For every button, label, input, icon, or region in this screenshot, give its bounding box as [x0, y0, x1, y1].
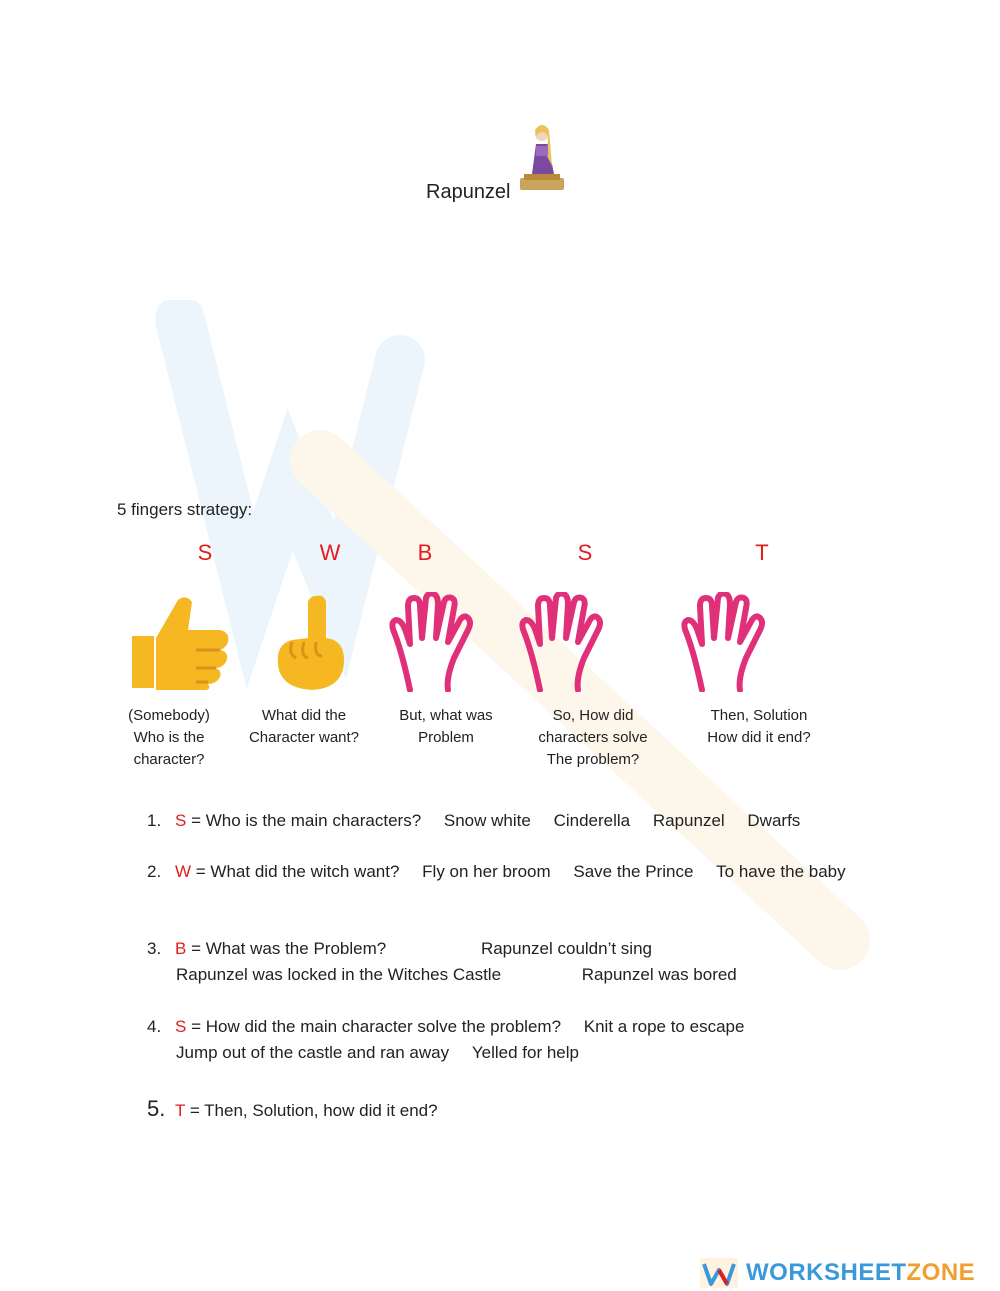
- question-4: 4. S = How did the main character solve the problem? Knit a rope to escape: [147, 1017, 745, 1036]
- caption-end: Then, Solution How did it end?: [707, 707, 811, 746]
- worksheetzone-logo: [700, 1258, 975, 1288]
- answer-option[interactable]: Rapunzel was bored: [581, 965, 737, 984]
- answer-option[interactable]: Rapunzel couldn’t sing: [480, 939, 652, 958]
- answer-option[interactable]: Knit a rope to escape: [583, 1017, 745, 1036]
- index-finger-up-icon: [258, 592, 368, 692]
- letter-t: T: [755, 540, 769, 565]
- answer-option[interactable]: To have the baby: [716, 862, 846, 881]
- caption-want: What did the Character want?: [248, 707, 360, 746]
- thumbs-up-icon: [126, 592, 236, 692]
- question-5: 5. T = Then, Solution, how did it end?: [147, 1096, 438, 1121]
- open-hand-icon: [510, 592, 620, 692]
- worksheetzone-wordmark: WORKSHEETZONE: [746, 1259, 976, 1286]
- question-2: 2. W = What did the witch want? Fly on her broom Save the Prince To have the baby: [147, 862, 846, 881]
- open-hand-icon: [672, 592, 782, 692]
- answer-option[interactable]: Jump out of the castle and ran away: [176, 1043, 450, 1062]
- letter-s-2: S: [577, 540, 593, 565]
- worksheetzone-w-icon: [700, 1258, 738, 1288]
- strategy-heading: 5 fingers strategy:: [117, 500, 253, 519]
- answer-option[interactable]: Dwarfs: [747, 811, 801, 830]
- answer-option[interactable]: Snow white: [443, 811, 531, 830]
- caption-problem: But, what was Problem: [399, 707, 493, 746]
- question-3-options: [176, 962, 737, 988]
- rapunzel-figurine-image: [514, 116, 570, 192]
- question-4-options: [176, 1040, 579, 1066]
- letter-s: S: [197, 540, 213, 565]
- answer-option[interactable]: Fly on her broom: [422, 862, 551, 881]
- caption-somebody: (Somebody) Who is the character?: [128, 707, 210, 768]
- letter-w: W: [319, 540, 341, 565]
- answer-option[interactable]: Rapunzel: [652, 811, 725, 830]
- answer-option[interactable]: Yelled for help: [471, 1043, 579, 1062]
- answer-option[interactable]: Save the Prince: [573, 862, 694, 881]
- caption-solve: So, How did characters solve The problem?: [538, 707, 648, 768]
- page-title: Rapunzel: [426, 181, 511, 203]
- letter-b: B: [417, 540, 433, 565]
- question-1: 1. S = Who is the main characters? Snow white Cinderella Rapunzel Dwarfs: [147, 811, 801, 830]
- open-hand-icon: [380, 592, 490, 692]
- answer-option[interactable]: Rapunzel was locked in the Witches Castle: [176, 965, 502, 984]
- question-3: 3. B = What was the Problem? Rapunzel couldn’t sing: [147, 939, 652, 958]
- answer-option[interactable]: Cinderella: [553, 811, 631, 830]
